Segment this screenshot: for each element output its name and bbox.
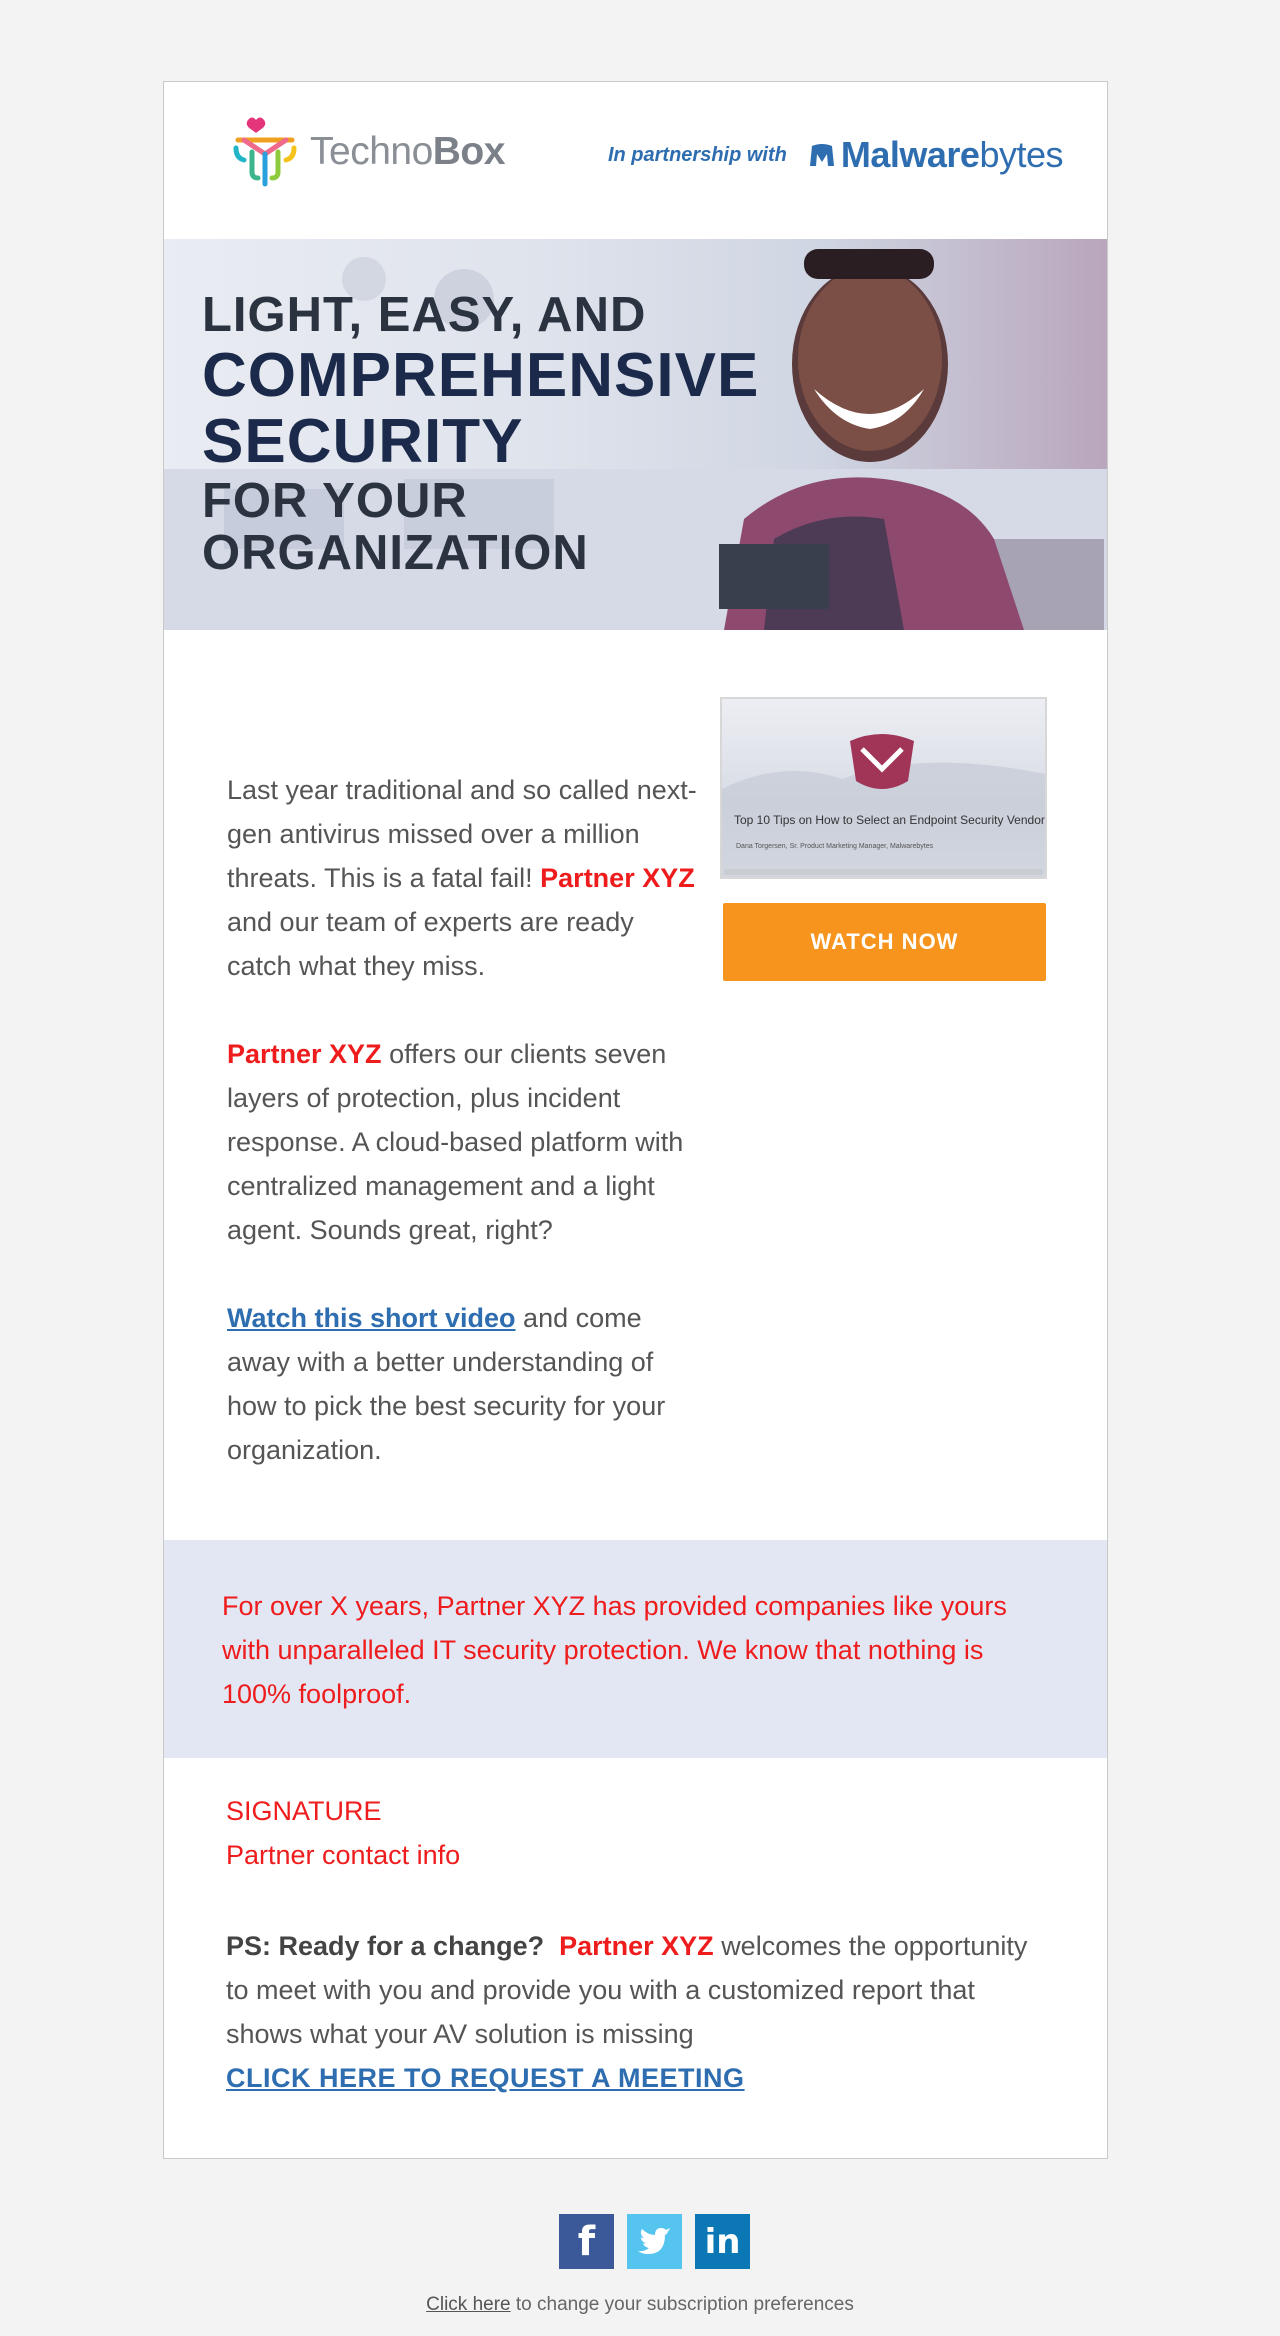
watch-video-link[interactable]: Watch this short video: [227, 1303, 516, 1333]
malwarebytes-m-icon: [807, 140, 837, 170]
email-card: [163, 81, 1108, 2159]
partner-contact-line: Partner contact info: [226, 1840, 461, 1870]
hero-line-3: SECURITY: [202, 407, 524, 476]
linkedin-icon[interactable]: in: [695, 2214, 750, 2269]
technobox-logo-icon: [230, 114, 300, 190]
technobox-wordmark: TechnoBox: [310, 130, 505, 173]
partner-info-band: [164, 1540, 1107, 1758]
hero-headline: [202, 287, 759, 579]
hero-line-2: COMPREHENSIVE: [202, 341, 760, 410]
subscription-preferences-link[interactable]: Click here: [426, 2294, 511, 2315]
partner-name: Partner XYZ: [559, 1931, 714, 1961]
video-thumbnail[interactable]: [720, 697, 1047, 879]
video-presenter: Dana Torgersen, Sr. Product Marketing Manager, Malwarebytes: [736, 843, 934, 850]
hero-line-5: ORGANIZATION: [202, 526, 589, 580]
signature-line: SIGNATURE: [226, 1796, 382, 1826]
hero-banner: [164, 239, 1107, 630]
hero-line-4: FOR YOUR: [202, 474, 468, 528]
partnership-block: [608, 134, 1063, 176]
video-title: Top 10 Tips on How to Select an Endpoint Security Vendor: [734, 813, 1045, 827]
watch-now-button[interactable]: WATCH NOW: [723, 903, 1046, 981]
signature-block: [226, 1789, 460, 1877]
partner-name: Partner XYZ: [540, 863, 695, 893]
body-copy: [227, 768, 697, 1516]
partner-info-text: For over X years, Partner XYZ has provided companies like yours with unparalleled IT security protection. We know that nothing is 100% foolproof.: [222, 1591, 1007, 1709]
social-links: [559, 2214, 750, 2269]
video-progress-bar[interactable]: [724, 869, 1043, 875]
ps-paragraph: PS: Ready for a change? Partner XYZ welcomes the opportunity to meet with you and provide you with a customized report that shows what your AV solution is missing CLICK HERE TO REQUEST A MEETING: [226, 1931, 1028, 2093]
twitter-icon[interactable]: [627, 2214, 682, 2269]
paragraph-3: Watch this short video and come away with a better understanding of how to pick the best security for your organization.: [227, 1303, 666, 1465]
ps-lead: PS: Ready for a change?: [226, 1931, 545, 1961]
facebook-icon[interactable]: f: [559, 2214, 614, 2269]
partner-name: Partner XYZ: [227, 1039, 382, 1069]
partnership-label: In partnership with: [607, 143, 787, 166]
malwarebytes-logo[interactable]: Malware bytes: [807, 134, 1063, 176]
request-meeting-link[interactable]: CLICK HERE TO REQUEST A MEETING: [226, 2063, 745, 2093]
technobox-logo[interactable]: [230, 112, 505, 192]
subscription-footer: Click here to change your subscription preferences: [426, 2294, 854, 2315]
paragraph-1: Last year traditional and so called next-gen antivirus missed over a million threats. This is a fatal fail! Partner XYZ and our team of experts are ready catch what they miss.: [227, 775, 697, 981]
paragraph-2: Partner XYZ offers our clients seven layers of protection, plus incident response. A cloud-based platform with centralized management and a light agent. Sounds great, right?: [227, 1039, 684, 1245]
video-backdrop: [722, 699, 1045, 877]
twitter-bird-icon: [638, 2228, 672, 2256]
hero-line-1: LIGHT, EASY, AND: [202, 288, 647, 342]
